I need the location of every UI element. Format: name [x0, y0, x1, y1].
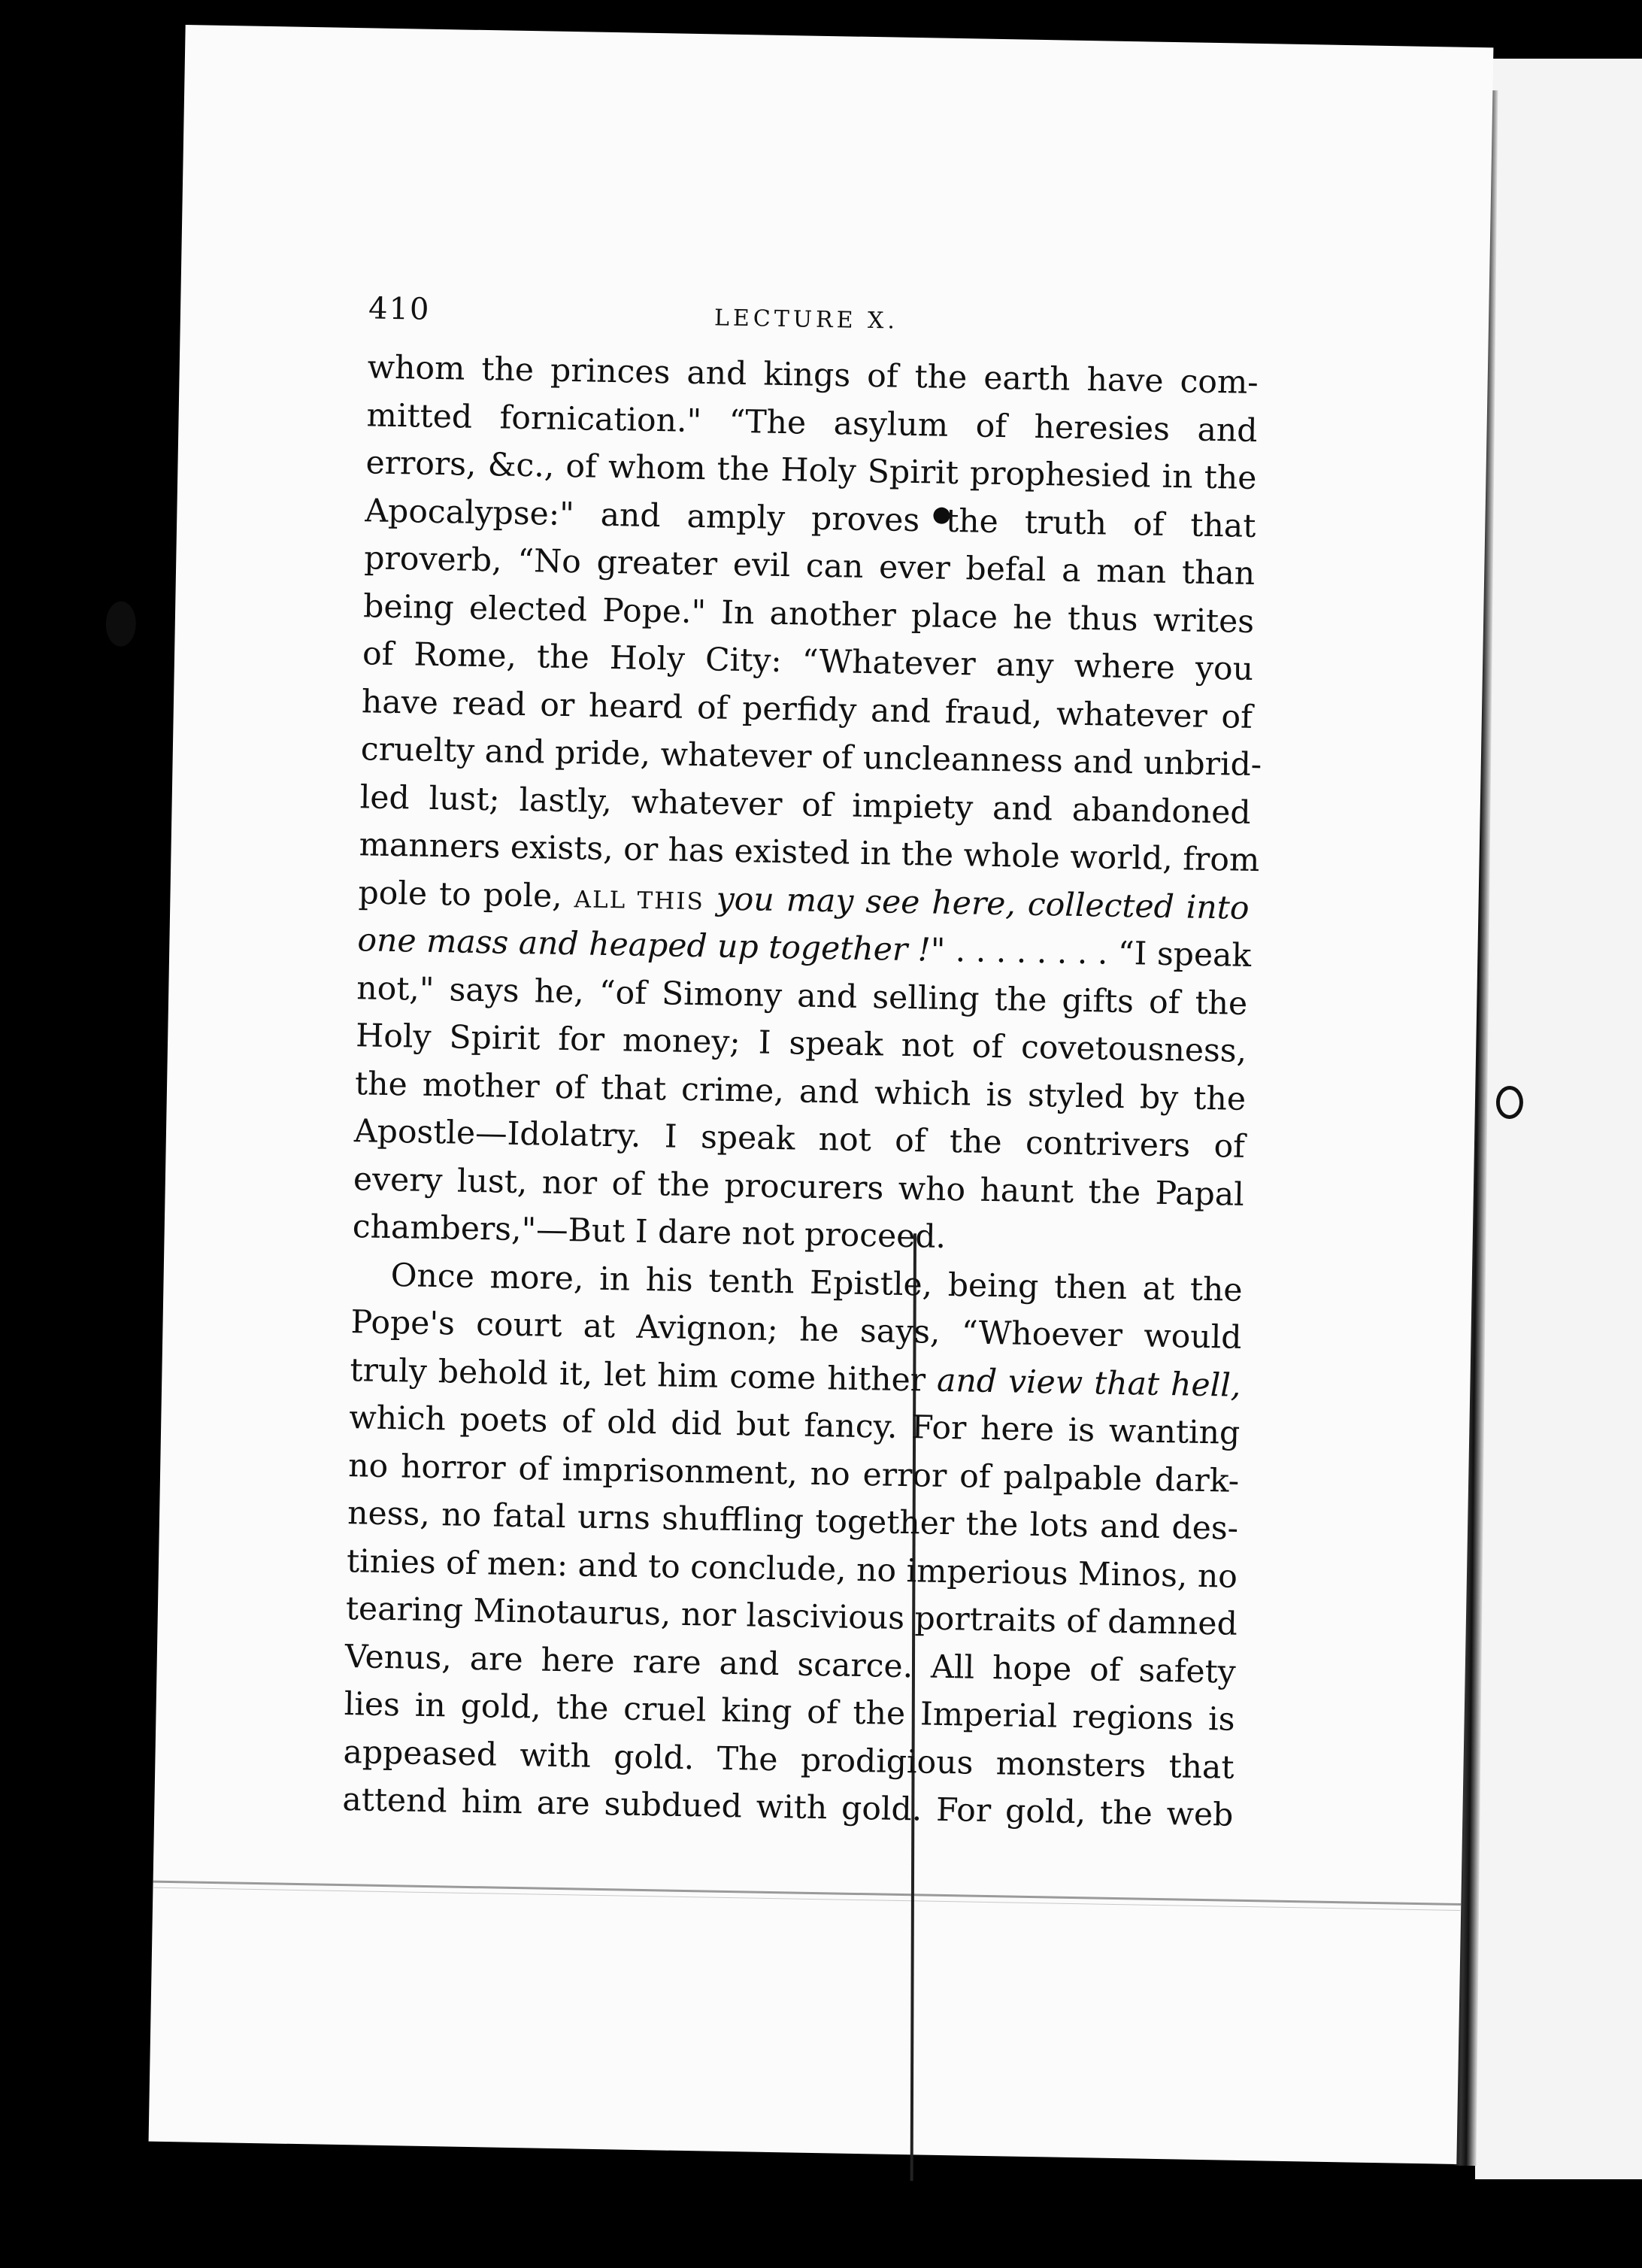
text-line: tinies of men: and to conclude, no imperious Minos, no — [346, 1542, 1238, 1596]
italic-text: you may see here, collected into — [704, 880, 1250, 927]
italic-text: one mass and heaped up together !" — [357, 922, 946, 969]
adjacent-page-edge — [1475, 59, 1642, 2179]
page-text-block — [342, 261, 1260, 1839]
book-page — [149, 25, 1494, 2164]
text-line: Venus, are here rare and scarce. All hope of safety — [344, 1638, 1237, 1691]
italic-text: and view that hell, — [936, 1362, 1241, 1405]
text-line: appeased with gold. The prodigious monsters that — [343, 1733, 1235, 1787]
text-line: whom the princes and kings of the earth have com- — [367, 349, 1259, 402]
page-number: 410 — [368, 291, 431, 327]
text-run: truly behold it, let him come hither — [350, 1351, 938, 1399]
text-line: being elected Pope." In another place he thus writes — [362, 587, 1255, 641]
text-line: which poets of old did but fancy. For here is wanting — [348, 1399, 1241, 1452]
text-line: the mother of that crime, and which is styled by the — [354, 1065, 1247, 1118]
small-caps-text: ALL THIS — [574, 885, 705, 915]
text-line: tearing Minotaurus, nor lascivious portraits of damned — [345, 1590, 1238, 1643]
text-line: Apocalypse:" and amply proves the truth of that — [365, 492, 1256, 545]
text-line: attend him are subdued with gold. For gold, the web — [342, 1781, 1234, 1834]
text-line: lies in gold, the cruel king of the Imperial regions is — [344, 1686, 1235, 1739]
text-line: manners exists, or has existed in the whole world, from — [359, 826, 1260, 880]
paragraph-1 — [352, 344, 1262, 1266]
text-line: Pope's court at Avignon; he says, “Whoever would — [350, 1304, 1242, 1357]
text-line: Apostle—Idolatry. I speak not of the contrivers of — [353, 1113, 1246, 1166]
text-line: have read or heard of perfidy and fraud, whatever of — [361, 683, 1253, 736]
text-line: Holy Spirit for money; I speak not of covetousness, — [355, 1017, 1247, 1070]
paragraph-2 — [342, 1251, 1243, 1840]
text-line: cruelty and pride, whatever of uncleanness and unbrid- — [360, 731, 1262, 784]
text-line: ness, no fatal urns shuffling together the lots and des- — [347, 1495, 1239, 1548]
text-line: led lust; lastly, whatever of impiety and abandoned — [359, 778, 1252, 832]
ink-blot — [105, 601, 136, 647]
text-line: every lust, nor of the procurers who haunt the Papal — [353, 1160, 1245, 1214]
running-head-title: LECTURE X. — [713, 305, 899, 335]
text-line: errors, &c., of whom the Holy Spirit prophesied in the — [365, 444, 1257, 497]
text-line: no horror of imprisonment, no error of palpable dark- — [347, 1447, 1240, 1500]
text-run: pole to pole, — [358, 874, 575, 915]
page-bottom-rule — [153, 1881, 1462, 1906]
text-run: . . . . . . . . “I speak — [944, 932, 1252, 975]
text-line: Once more, in his tenth Epistle, being then at the — [390, 1257, 1243, 1309]
text-line: of Rome, the Holy City: “Whatever any where you — [362, 635, 1254, 688]
text-line: proverb, “No greater evil can ever befal a man than — [363, 540, 1256, 593]
running-head — [368, 261, 1260, 359]
text-line: not," says he, “of Simony and selling the gifts of the — [356, 969, 1248, 1023]
text-line: mitted fornication." “The asylum of heresies and — [366, 396, 1258, 450]
text-line: chambers,"—But I dare not proceed. — [352, 1208, 947, 1256]
